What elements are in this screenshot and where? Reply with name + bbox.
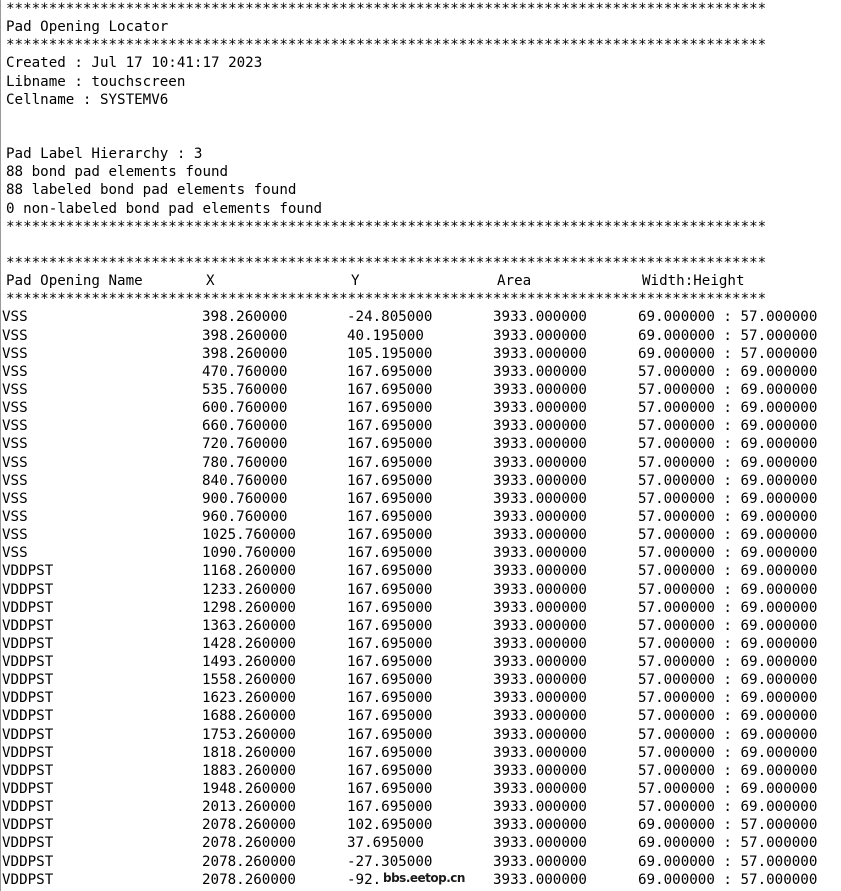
cell-x: 720.760000 <box>202 436 288 453</box>
cellname-line: Cellname : SYSTEMV6 <box>6 91 169 108</box>
cell-area: 3933.000000 <box>493 744 587 761</box>
table-row <box>2 454 841 472</box>
cell-area: 3933.000000 <box>493 817 587 834</box>
cell-area: 3933.000000 <box>493 581 587 598</box>
cell-width-height: 57.000000 : 69.000000 <box>638 472 818 489</box>
nonlabeled-pad-count: 0 non-labeled bond pad elements found <box>6 200 323 217</box>
table-row <box>2 653 841 671</box>
cell-x: 900.760000 <box>202 490 288 507</box>
cell-x: 2013.260000 <box>202 799 296 816</box>
cell-x: 660.760000 <box>202 418 288 435</box>
table-row <box>2 472 841 490</box>
cell-y: 167.695000 <box>347 726 433 743</box>
blank-line <box>6 109 841 127</box>
cell-name: VDDPST <box>2 853 54 870</box>
cell-width-height: 57.000000 : 69.000000 <box>638 454 818 471</box>
cell-name: VSS <box>2 363 28 380</box>
table-row <box>2 435 841 453</box>
cell-width-height: 69.000000 : 57.000000 <box>638 835 818 852</box>
cell-y: 167.695000 <box>347 400 433 417</box>
separator-line: ***************************************************************************************** <box>6 254 767 271</box>
cell-y: 167.695000 <box>347 708 433 725</box>
cell-y: 167.695000 <box>347 617 433 634</box>
table-row <box>2 562 841 580</box>
cell-name: VDDPST <box>2 835 54 852</box>
table-row <box>2 671 841 689</box>
cell-x: 1233.260000 <box>202 581 296 598</box>
table-row <box>2 508 841 526</box>
cell-y: 102.695000 <box>347 817 433 834</box>
cell-x: 960.760000 <box>202 508 288 525</box>
table-row <box>2 617 841 635</box>
labeled-pad-count: 88 labeled bond pad elements found <box>6 182 297 199</box>
cell-y: 167.695000 <box>347 599 433 616</box>
cell-width-height: 69.000000 : 57.000000 <box>638 345 818 362</box>
table-row <box>2 726 841 744</box>
cell-area: 3933.000000 <box>493 400 587 417</box>
cell-y: -24.805000 <box>347 309 433 326</box>
cell-x: 470.760000 <box>202 363 288 380</box>
cell-area: 3933.000000 <box>493 418 587 435</box>
cell-area: 3933.000000 <box>493 309 587 326</box>
cell-width-height: 57.000000 : 69.000000 <box>638 799 818 816</box>
cell-area: 3933.000000 <box>493 472 587 489</box>
cell-area: 3933.000000 <box>493 708 587 725</box>
cell-y: 167.695000 <box>347 654 433 671</box>
cell-y: 167.695000 <box>347 454 433 471</box>
column-header-x: X <box>206 273 215 290</box>
cell-width-height: 69.000000 : 57.000000 <box>638 309 818 326</box>
cell-area: 3933.000000 <box>493 381 587 398</box>
cell-width-height: 57.000000 : 69.000000 <box>638 599 818 616</box>
cell-name: VDDPST <box>2 762 54 779</box>
cell-area: 3933.000000 <box>493 527 587 544</box>
table-row <box>2 490 841 508</box>
table-row <box>2 345 841 363</box>
cell-x: 2078.260000 <box>202 871 296 888</box>
report-title: Pad Opening Locator <box>6 19 169 36</box>
cell-name: VSS <box>2 472 28 489</box>
cell-x: 1688.260000 <box>202 708 296 725</box>
cell-name: VSS <box>2 508 28 525</box>
watermark-text: bbs.eetop.cn <box>383 871 465 885</box>
cell-x: 1948.260000 <box>202 781 296 798</box>
cell-area: 3933.000000 <box>493 835 587 852</box>
table-body <box>2 308 841 889</box>
cell-area: 3933.000000 <box>493 871 587 888</box>
cell-width-height: 57.000000 : 69.000000 <box>638 400 818 417</box>
bond-pad-count: 88 bond pad elements found <box>6 164 229 181</box>
cell-x: 2078.260000 <box>202 817 296 834</box>
blank-line <box>6 236 841 254</box>
table-row <box>2 581 841 599</box>
cell-y: 167.695000 <box>347 635 433 652</box>
cell-width-height: 57.000000 : 69.000000 <box>638 418 818 435</box>
separator-line: ***************************************************************************************** <box>6 1 767 17</box>
cell-width-height: 57.000000 : 69.000000 <box>638 690 818 707</box>
cell-name: VDDPST <box>2 817 54 834</box>
cell-width-height: 57.000000 : 69.000000 <box>638 726 818 743</box>
cell-area: 3933.000000 <box>493 508 587 525</box>
cell-width-height: 57.000000 : 69.000000 <box>638 672 818 689</box>
table-row <box>2 399 841 417</box>
cell-name: VSS <box>2 345 28 362</box>
cell-width-height: 57.000000 : 69.000000 <box>638 490 818 507</box>
separator-line: ***************************************************************************************** <box>6 291 767 308</box>
cell-y: 167.695000 <box>347 563 433 580</box>
cell-y: 167.695000 <box>347 690 433 707</box>
cell-name: VSS <box>2 490 28 507</box>
cell-x: 1363.260000 <box>202 617 296 634</box>
cell-area: 3933.000000 <box>493 726 587 743</box>
cell-area: 3933.000000 <box>493 345 587 362</box>
cell-x: 1558.260000 <box>202 672 296 689</box>
cell-x: 1428.260000 <box>202 635 296 652</box>
cell-area: 3933.000000 <box>493 762 587 779</box>
cell-y: 105.195000 <box>347 345 433 362</box>
cell-y: 167.695000 <box>347 418 433 435</box>
cell-y: 167.695000 <box>347 744 433 761</box>
cell-y: 167.695000 <box>347 672 433 689</box>
cell-x: 1883.260000 <box>202 762 296 779</box>
table-row <box>2 327 841 345</box>
cell-width-height: 57.000000 : 69.000000 <box>638 381 818 398</box>
table-row <box>2 762 841 780</box>
cell-area: 3933.000000 <box>493 654 587 671</box>
cell-y: 40.195000 <box>347 327 424 344</box>
cell-x: 535.760000 <box>202 381 288 398</box>
cell-area: 3933.000000 <box>493 490 587 507</box>
cell-name: VDDPST <box>2 799 54 816</box>
cell-width-height: 57.000000 : 69.000000 <box>638 708 818 725</box>
blank-line <box>6 127 841 145</box>
column-header-width-height: Width:Height <box>642 273 745 290</box>
table-row <box>2 744 841 762</box>
table-row <box>2 689 841 707</box>
cell-name: VDDPST <box>2 635 54 652</box>
cell-name: VDDPST <box>2 726 54 743</box>
cell-width-height: 69.000000 : 57.000000 <box>638 817 818 834</box>
cell-name: VDDPST <box>2 871 54 888</box>
table-row <box>2 308 841 326</box>
cell-name: VDDPST <box>2 563 54 580</box>
cell-width-height: 57.000000 : 69.000000 <box>638 527 818 544</box>
cell-area: 3933.000000 <box>493 617 587 634</box>
table-row <box>2 544 841 562</box>
cell-x: 1493.260000 <box>202 654 296 671</box>
cell-x: 600.760000 <box>202 400 288 417</box>
cell-width-height: 57.000000 : 69.000000 <box>638 436 818 453</box>
cell-x: 398.260000 <box>202 327 288 344</box>
separator-line: ***************************************************************************************** <box>6 218 767 235</box>
cell-area: 3933.000000 <box>493 545 587 562</box>
cell-area: 3933.000000 <box>493 363 587 380</box>
hierarchy-line: Pad Label Hierarchy : 3 <box>6 146 203 163</box>
cell-name: VDDPST <box>2 672 54 689</box>
table-row <box>2 363 841 381</box>
cell-width-height: 57.000000 : 69.000000 <box>638 744 818 761</box>
cell-x: 1090.760000 <box>202 545 296 562</box>
cell-x: 780.760000 <box>202 454 288 471</box>
cell-area: 3933.000000 <box>493 436 587 453</box>
cell-width-height: 57.000000 : 69.000000 <box>638 363 818 380</box>
table-row <box>2 599 841 617</box>
cell-y: 167.695000 <box>347 799 433 816</box>
cell-y: 37.695000 <box>347 835 424 852</box>
cell-area: 3933.000000 <box>493 781 587 798</box>
cell-area: 3933.000000 <box>493 599 587 616</box>
cell-area: 3933.000000 <box>493 327 587 344</box>
table-row <box>2 853 841 871</box>
cell-y: 167.695000 <box>347 363 433 380</box>
cell-x: 840.760000 <box>202 472 288 489</box>
cell-name: VDDPST <box>2 781 54 798</box>
cell-name: VSS <box>2 527 28 544</box>
cell-name: VDDPST <box>2 581 54 598</box>
cell-y: 167.695000 <box>347 527 433 544</box>
cell-y: 167.695000 <box>347 436 433 453</box>
libname-line: Libname : touchscreen <box>6 73 186 90</box>
table-row <box>2 526 841 544</box>
cell-y: 167.695000 <box>347 490 433 507</box>
cell-name: VDDPST <box>2 654 54 671</box>
cell-name: VSS <box>2 309 28 326</box>
column-header-name: Pad Opening Name <box>6 273 143 290</box>
cell-x: 1298.260000 <box>202 599 296 616</box>
cell-name: VDDPST <box>2 690 54 707</box>
cell-name: VSS <box>2 381 28 398</box>
cell-name: VSS <box>2 400 28 417</box>
cell-x: 398.260000 <box>202 309 288 326</box>
cell-area: 3933.000000 <box>493 853 587 870</box>
cell-name: VSS <box>2 436 28 453</box>
cell-x: 1753.260000 <box>202 726 296 743</box>
cell-area: 3933.000000 <box>493 635 587 652</box>
cell-y: -92. <box>347 871 382 888</box>
cell-width-height: 69.000000 : 57.000000 <box>638 871 818 888</box>
cell-width-height: 57.000000 : 69.000000 <box>638 563 818 580</box>
cell-name: VSS <box>2 327 28 344</box>
table-row <box>2 816 841 834</box>
cell-x: 1168.260000 <box>202 563 296 580</box>
cell-name: VDDPST <box>2 599 54 616</box>
cell-x: 2078.260000 <box>202 835 296 852</box>
table-row <box>2 635 841 653</box>
cell-width-height: 69.000000 : 57.000000 <box>638 853 818 870</box>
cell-y: 167.695000 <box>347 472 433 489</box>
cell-y: 167.695000 <box>347 545 433 562</box>
table-row <box>2 707 841 725</box>
cell-x: 398.260000 <box>202 345 288 362</box>
cell-width-height: 57.000000 : 69.000000 <box>638 545 818 562</box>
cell-x: 1623.260000 <box>202 690 296 707</box>
created-line: Created : Jul 17 10:41:17 2023 <box>6 55 263 72</box>
cell-width-height: 69.000000 : 57.000000 <box>638 327 818 344</box>
column-header-area: Area <box>497 273 532 290</box>
column-header-y: Y <box>351 273 360 290</box>
cell-x: 1818.260000 <box>202 744 296 761</box>
cell-area: 3933.000000 <box>493 799 587 816</box>
cell-y: 167.695000 <box>347 508 433 525</box>
cell-width-height: 57.000000 : 69.000000 <box>638 762 818 779</box>
table-row <box>2 780 841 798</box>
cell-name: VDDPST <box>2 617 54 634</box>
cell-area: 3933.000000 <box>493 690 587 707</box>
table-row <box>2 798 841 816</box>
cell-width-height: 57.000000 : 69.000000 <box>638 654 818 671</box>
table-row <box>2 834 841 852</box>
cell-area: 3933.000000 <box>493 454 587 471</box>
cell-area: 3933.000000 <box>493 672 587 689</box>
cell-y: 167.695000 <box>347 381 433 398</box>
cell-y: -27.305000 <box>347 853 433 870</box>
cell-name: VDDPST <box>2 744 54 761</box>
table-header <box>6 272 841 290</box>
cell-width-height: 57.000000 : 69.000000 <box>638 508 818 525</box>
cell-y: 167.695000 <box>347 762 433 779</box>
cell-y: 167.695000 <box>347 581 433 598</box>
cell-name: VDDPST <box>2 708 54 725</box>
cell-name: VSS <box>2 418 28 435</box>
cell-width-height: 57.000000 : 69.000000 <box>638 617 818 634</box>
cell-name: VSS <box>2 545 28 562</box>
cell-width-height: 57.000000 : 69.000000 <box>638 635 818 652</box>
cell-y: 167.695000 <box>347 781 433 798</box>
separator-line: ***************************************************************************************** <box>6 37 767 54</box>
cell-x: 1025.760000 <box>202 527 296 544</box>
cell-width-height: 57.000000 : 69.000000 <box>638 781 818 798</box>
cell-name: VSS <box>2 454 28 471</box>
table-row <box>2 417 841 435</box>
cell-area: 3933.000000 <box>493 563 587 580</box>
table-row <box>2 381 841 399</box>
cell-width-height: 57.000000 : 69.000000 <box>638 581 818 598</box>
cell-x: 2078.260000 <box>202 853 296 870</box>
